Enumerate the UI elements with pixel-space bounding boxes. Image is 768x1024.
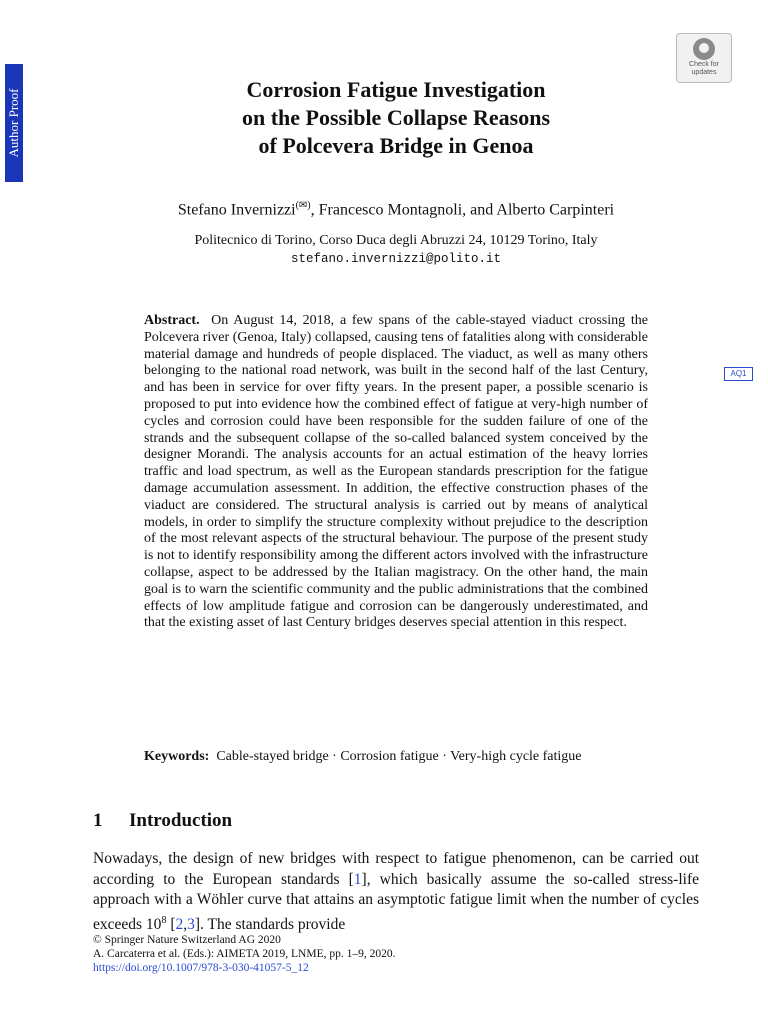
section-number: 1 [93, 810, 103, 831]
intro-text: Nowadays, the design of new bridges with respect to fatigue phenomenon, can be carried out according to the European standards [ [93, 850, 699, 888]
keywords-label: Keywords: [144, 749, 210, 764]
abstract-label: Abstract. [144, 313, 200, 328]
paper-title [96, 76, 696, 160]
author-proof-tab [5, 64, 23, 182]
citation-link[interactable]: 1 [353, 870, 362, 888]
abstract-text: On August 14, 2018, a few spans of the cable-stayed viaduct crossing the Polcevera river (Genoa, Italy) collapsed, causing tens of fatalities along with considerable material damage and hundreds of people displaced. The viaduct, as well as many others belonging to the national road network, was built in the second half of the last Century, and has been in service for over fifty years. In the present paper, a possible scenario is proposed to put into evidence how the combined effect of fatigue at very-high number of cycles and corrosion could have been responsible for the sudden failure of one of the strands and the subsequent collapse of the so-called balanced system conceived by the designer Morandi. The analysis accounts for an actual estimation of the heavy lorries traffic and load spectrum, as well as the European standards prescription for the fatigue damage accumulation assessment. In addition, the effective construction phases of the viaduct are considered. The structural analysis is carried out by means of analytical models, in order to simplify the structure complexity without prejudice to the description of the most relevant aspects of the structural behaviour. The purpose of the present study is not to identify responsibility among the different actors involved with the infrastructure collapse, aspect to be addressed by the Italian magistracy. On the other hand, the main goal is to warn the scientific community and the public administrations that the combined effects of low amplitude fatigue and corrosion can be dangerously underestimated, and that the existing asset of last Century bridges deserves special attention in this respect. [144, 313, 648, 631]
author-list [96, 200, 696, 219]
badge-line1: Check for [689, 61, 719, 68]
author-proof-label: Author Proof [6, 88, 21, 158]
intro-text: ]. The standards provide [194, 915, 346, 933]
author-email[interactable]: stefano.invernizzi@polito.it [290, 252, 502, 266]
title-line-1: Corrosion Fatigue Investigation [246, 77, 546, 102]
intro-paragraph [93, 849, 699, 935]
envelope-icon: (✉) [295, 200, 311, 211]
affiliation: Politecnico di Torino, Corso Duca degli Abruzzi 24, 10129 Torino, Italy [194, 233, 598, 248]
intro-text: ], which basically assume the so-called stress-life approach with a Wöhler curve that attains an asymptotic fatigue limit when the number of cycles exceeds 10 [93, 870, 699, 933]
check-for-updates-icon [693, 38, 715, 60]
doi-link[interactable]: https://doi.org/10.1007/978-3-030-41057-5_12 [93, 962, 309, 974]
title-line-3: of Polcevera Bridge in Genoa [258, 133, 534, 158]
section-heading [93, 810, 232, 832]
citation-info: A. Carcaterra et al. (Eds.): AIMETA 2019, LNME, pp. 1–9, 2020. [93, 948, 396, 960]
intro-text: , [183, 915, 188, 933]
abstract [144, 313, 648, 632]
exponent: 8 [161, 914, 167, 926]
citation-link[interactable]: 2 [175, 915, 184, 933]
section-title: Introduction [129, 810, 233, 831]
citation-link[interactable]: 3 [187, 915, 195, 933]
co-authors: , Francesco Montagnoli, and Alberto Carpinteri [310, 201, 615, 219]
footer [93, 933, 396, 975]
title-line-2: on the Possible Collapse Reasons [241, 105, 551, 130]
author-query-badge[interactable]: AQ1 [724, 367, 753, 381]
badge-line2: updates [691, 69, 717, 76]
corresponding-author: Stefano Invernizzi [177, 201, 296, 219]
intro-text: [ [166, 915, 176, 933]
copyright: © Springer Nature Switzerland AG 2020 [93, 934, 281, 946]
keywords [144, 748, 648, 765]
keywords-text: Cable-stayed bridge · Corrosion fatigue · Very-high cycle fatigue [216, 749, 582, 764]
